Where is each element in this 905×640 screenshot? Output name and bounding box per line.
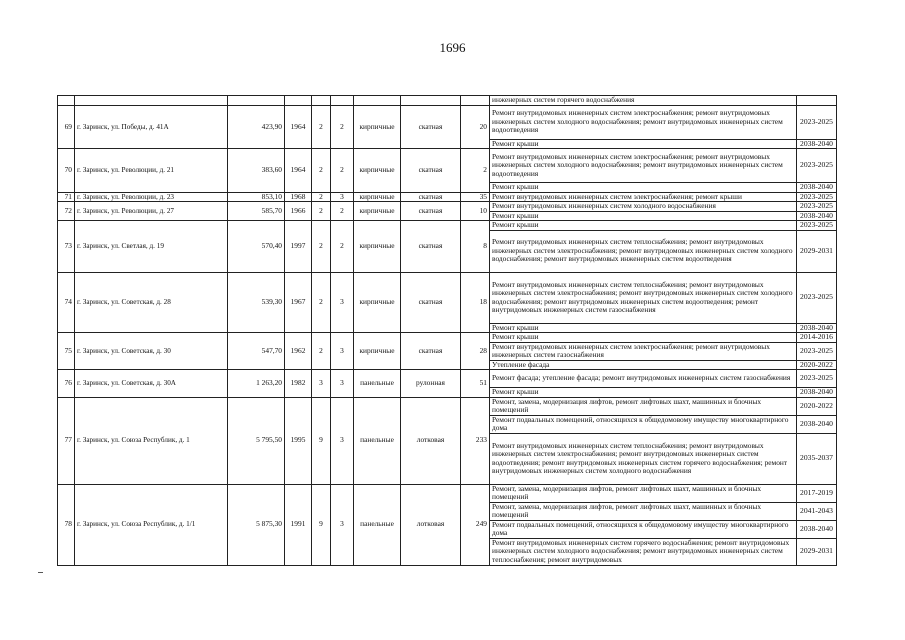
work-cell: Ремонт, замена, модернизация лифтов, ремонт лифтовых шахт, машинных и блочных помещений — [490, 502, 797, 520]
work-cell: Ремонт крыши — [490, 211, 797, 221]
period-cell: 2038-2040 — [797, 415, 837, 433]
margin-mark — [38, 572, 43, 573]
area-cell: 585,70 — [228, 202, 285, 221]
wall-material-cell: кирпичные — [354, 105, 401, 149]
entrances-cell: 3 — [331, 272, 354, 333]
year-built-cell: 1982 — [285, 370, 312, 398]
floors-cell: 9 — [312, 397, 331, 484]
units-count-cell: 18 — [461, 272, 490, 333]
work-cell: Ремонт фасада; утепление фасада; ремонт внутридомовых инженерных систем газоснабжения — [490, 370, 797, 388]
address-cell: г. Заринск, ул. Революции, д. 23 — [75, 192, 228, 202]
year-built-cell: 1966 — [285, 202, 312, 221]
empty-cell — [285, 96, 312, 106]
wall-material-cell: кирпичные — [354, 202, 401, 221]
work-cell: Ремонт, замена, модернизация лифтов, ремонт лифтовых шахт, машинных и блочных помещений — [490, 484, 797, 502]
wall-material-cell: кирпичные — [354, 272, 401, 333]
period-cell: 2020-2022 — [797, 360, 837, 370]
row-number-cell: 72 — [58, 202, 75, 221]
capital-repair-table — [57, 95, 837, 566]
table-body — [58, 96, 837, 566]
units-count-cell: 51 — [461, 370, 490, 398]
wall-material-cell: панельные — [354, 484, 401, 565]
work-cell: Ремонт внутридомовых инженерных систем электроснабжения; ремонт крыши — [490, 192, 797, 202]
period-cell: 2038-2040 — [797, 388, 837, 398]
area-cell: 1 263,20 — [228, 370, 285, 398]
table-row — [58, 96, 837, 106]
wall-material-cell: кирпичные — [354, 221, 401, 273]
row-number-cell: 78 — [58, 484, 75, 565]
units-count-cell: 249 — [461, 484, 490, 565]
work-cell: Ремонт крыши — [490, 221, 797, 231]
entrances-cell: 3 — [331, 192, 354, 202]
address-cell: г. Заринск, ул. Советская, д. 30 — [75, 333, 228, 370]
table-row — [58, 105, 837, 139]
period-cell: 2035-2037 — [797, 433, 837, 484]
entrances-cell: 3 — [331, 370, 354, 398]
floors-cell: 2 — [312, 333, 331, 370]
work-cell: Ремонт подвальных помещений, относящихся к общедомовому имуществу многоквартирного дома — [490, 520, 797, 538]
address-cell: г. Заринск, ул. Светлая, д. 19 — [75, 221, 228, 273]
entrances-cell: 3 — [331, 397, 354, 484]
units-count-cell: 28 — [461, 333, 490, 370]
table-row — [58, 221, 837, 231]
units-count-cell: 10 — [461, 202, 490, 221]
year-built-cell: 1964 — [285, 149, 312, 193]
roof-type-cell: лотковая — [401, 397, 461, 484]
year-built-cell: 1991 — [285, 484, 312, 565]
table-row — [58, 272, 837, 323]
roof-type-cell: скатная — [401, 149, 461, 193]
work-cell: Ремонт крыши — [490, 183, 797, 193]
floors-cell: 2 — [312, 105, 331, 149]
period-cell: 2038-2040 — [797, 139, 837, 149]
roof-type-cell: скатная — [401, 202, 461, 221]
row-number-cell: 73 — [58, 221, 75, 273]
address-cell: г. Заринск, ул. Союза Республик, д. 1 — [75, 397, 228, 484]
period-cell: 2023-2025 — [797, 342, 837, 360]
row-number-cell: 69 — [58, 105, 75, 149]
table-row — [58, 397, 837, 415]
period-cell: 2038-2040 — [797, 183, 837, 193]
units-count-cell: 20 — [461, 105, 490, 149]
roof-type-cell: скатная — [401, 272, 461, 333]
year-built-cell: 1997 — [285, 221, 312, 273]
units-count-cell: 35 — [461, 192, 490, 202]
roof-type-cell: лотковая — [401, 484, 461, 565]
period-cell: 2014-2016 — [797, 333, 837, 343]
empty-cell — [58, 96, 75, 106]
work-cell: Ремонт крыши — [490, 333, 797, 343]
empty-cell — [312, 96, 331, 106]
period-cell: 2020-2022 — [797, 397, 837, 415]
table-row — [58, 370, 837, 388]
row-number-cell: 74 — [58, 272, 75, 333]
period-cell: 2041-2043 — [797, 502, 837, 520]
roof-type-cell: скатная — [401, 333, 461, 370]
area-cell: 570,40 — [228, 221, 285, 273]
address-cell: г. Заринск, ул. Победы, д. 41А — [75, 105, 228, 149]
empty-cell — [228, 96, 285, 106]
units-count-cell: 233 — [461, 397, 490, 484]
period-cell: 2029-2031 — [797, 538, 837, 565]
period-cell: 2038-2040 — [797, 520, 837, 538]
address-cell: г. Заринск, ул. Союза Республик, д. 1/1 — [75, 484, 228, 565]
address-cell: г. Заринск, ул. Революции, д. 21 — [75, 149, 228, 193]
entrances-cell: 2 — [331, 221, 354, 273]
page-number: 1696 — [439, 40, 466, 55]
work-cell: Ремонт внутридомовых инженерных систем электроснабжения; ремонт внутридомовых инженерных систем холодного водоснабжения; ремонт внутридомовых инженерных систем водоотведения — [490, 105, 797, 139]
address-cell: г. Заринск, ул. Революции, д. 27 — [75, 202, 228, 221]
area-cell: 539,30 — [228, 272, 285, 333]
area-cell: 5 795,50 — [228, 397, 285, 484]
work-cell: Ремонт внутридомовых инженерных систем теплоснабжения; ремонт внутридомовых инженерных систем электроснабжения; ремонт внутридомовых инженерных систем холодного водоснабжения; ремонт внутридомовых инженерных систем водоотведения — [490, 230, 797, 272]
period-cell: 2023-2025 — [797, 272, 837, 323]
floors-cell: 9 — [312, 484, 331, 565]
roof-type-cell: скатная — [401, 192, 461, 202]
wall-material-cell: панельные — [354, 397, 401, 484]
row-number-cell: 75 — [58, 333, 75, 370]
area-cell: 853,10 — [228, 192, 285, 202]
empty-cell — [401, 96, 461, 106]
work-cell: Ремонт крыши — [490, 139, 797, 149]
table-row — [58, 484, 837, 502]
units-count-cell: 2 — [461, 149, 490, 193]
work-cell: Ремонт крыши — [490, 388, 797, 398]
area-cell: 423,90 — [228, 105, 285, 149]
area-cell: 547,70 — [228, 333, 285, 370]
work-cell: инженерных систем горячего водоснабжения — [490, 96, 797, 106]
entrances-cell: 3 — [331, 484, 354, 565]
units-count-cell: 8 — [461, 221, 490, 273]
period-cell: 2023-2025 — [797, 105, 837, 139]
entrances-cell: 2 — [331, 105, 354, 149]
period-cell: 2029-2031 — [797, 230, 837, 272]
empty-cell — [461, 96, 490, 106]
year-built-cell: 1962 — [285, 333, 312, 370]
period-cell: 2023-2025 — [797, 149, 837, 183]
empty-cell — [797, 96, 837, 106]
period-cell: 2023-2025 — [797, 370, 837, 388]
work-cell: Ремонт внутридомовых инженерных систем электроснабжения; ремонт внутридомовых инженерных систем холодного водоснабжения; ремонт внутридомовых инженерных систем водоотведения — [490, 149, 797, 183]
row-number-cell: 77 — [58, 397, 75, 484]
work-cell: Ремонт внутридомовых инженерных систем теплоснабжения; ремонт внутридомовых инженерных систем электроснабжения; ремонт внутридомовых инженерных систем водоотведения; ремонт внутридомовых инженерных систем горячего водоснабжения; ремонт внутридомовых инженерных систем холодного водоснабжения — [490, 433, 797, 484]
floors-cell: 2 — [312, 221, 331, 273]
roof-type-cell: скатная — [401, 105, 461, 149]
empty-cell — [354, 96, 401, 106]
row-number-cell: 71 — [58, 192, 75, 202]
work-cell: Ремонт внутридомовых инженерных систем горячего водоснабжения; ремонт внутридомовых инженерных систем холодного водоснабжения; ремонт внутридомовых инженерных систем теплоснабжения; ремонт внутридомовых — [490, 538, 797, 565]
table-row — [58, 202, 837, 212]
period-cell: 2017-2019 — [797, 484, 837, 502]
work-cell: Ремонт, замена, модернизация лифтов, ремонт лифтовых шахт, машинных и блочных помещений — [490, 397, 797, 415]
area-cell: 383,60 — [228, 149, 285, 193]
address-cell: г. Заринск, ул. Советская, д. 30А — [75, 370, 228, 398]
table-row — [58, 192, 837, 202]
roof-type-cell: рулонная — [401, 370, 461, 398]
work-cell: Ремонт крыши — [490, 323, 797, 333]
work-cell: Утепление фасада — [490, 360, 797, 370]
period-cell: 2038-2040 — [797, 323, 837, 333]
year-built-cell: 1995 — [285, 397, 312, 484]
period-cell: 2023-2025 — [797, 192, 837, 202]
period-cell: 2023-2025 — [797, 202, 837, 212]
area-cell: 5 875,30 — [228, 484, 285, 565]
table-row — [58, 149, 837, 183]
floors-cell: 2 — [312, 149, 331, 193]
year-built-cell: 1968 — [285, 192, 312, 202]
entrances-cell: 2 — [331, 202, 354, 221]
work-cell: Ремонт внутридомовых инженерных систем холодного водоснабжения — [490, 202, 797, 212]
roof-type-cell: скатная — [401, 221, 461, 273]
year-built-cell: 1967 — [285, 272, 312, 333]
floors-cell: 2 — [312, 272, 331, 333]
work-cell: Ремонт внутридомовых инженерных систем электроснабжения; ремонт внутридомовых инженерных систем газоснабжения — [490, 342, 797, 360]
floors-cell: 3 — [312, 370, 331, 398]
empty-cell — [331, 96, 354, 106]
wall-material-cell: кирпичные — [354, 192, 401, 202]
floors-cell: 2 — [312, 192, 331, 202]
year-built-cell: 1964 — [285, 105, 312, 149]
floors-cell: 2 — [312, 202, 331, 221]
entrances-cell: 2 — [331, 149, 354, 193]
entrances-cell: 3 — [331, 333, 354, 370]
row-number-cell: 76 — [58, 370, 75, 398]
period-cell: 2023-2025 — [797, 221, 837, 231]
table-row — [58, 333, 837, 343]
empty-cell — [75, 96, 228, 106]
wall-material-cell: панельные — [354, 370, 401, 398]
wall-material-cell: кирпичные — [354, 149, 401, 193]
work-cell: Ремонт подвальных помещений, относящихся к общедомовому имуществу многоквартирного дома — [490, 415, 797, 433]
row-number-cell: 70 — [58, 149, 75, 193]
address-cell: г. Заринск, ул. Советская, д. 28 — [75, 272, 228, 333]
wall-material-cell: кирпичные — [354, 333, 401, 370]
period-cell: 2038-2040 — [797, 211, 837, 221]
work-cell: Ремонт внутридомовых инженерных систем теплоснабжения; ремонт внутридомовых инженерных систем электроснабжения; ремонт внутридомовых инженерных систем холодного водоснабжения; ремонт внутридомовых инженерных систем водоотведения; ремонт внутридомовых инженерных систем газоснабжения — [490, 272, 797, 323]
